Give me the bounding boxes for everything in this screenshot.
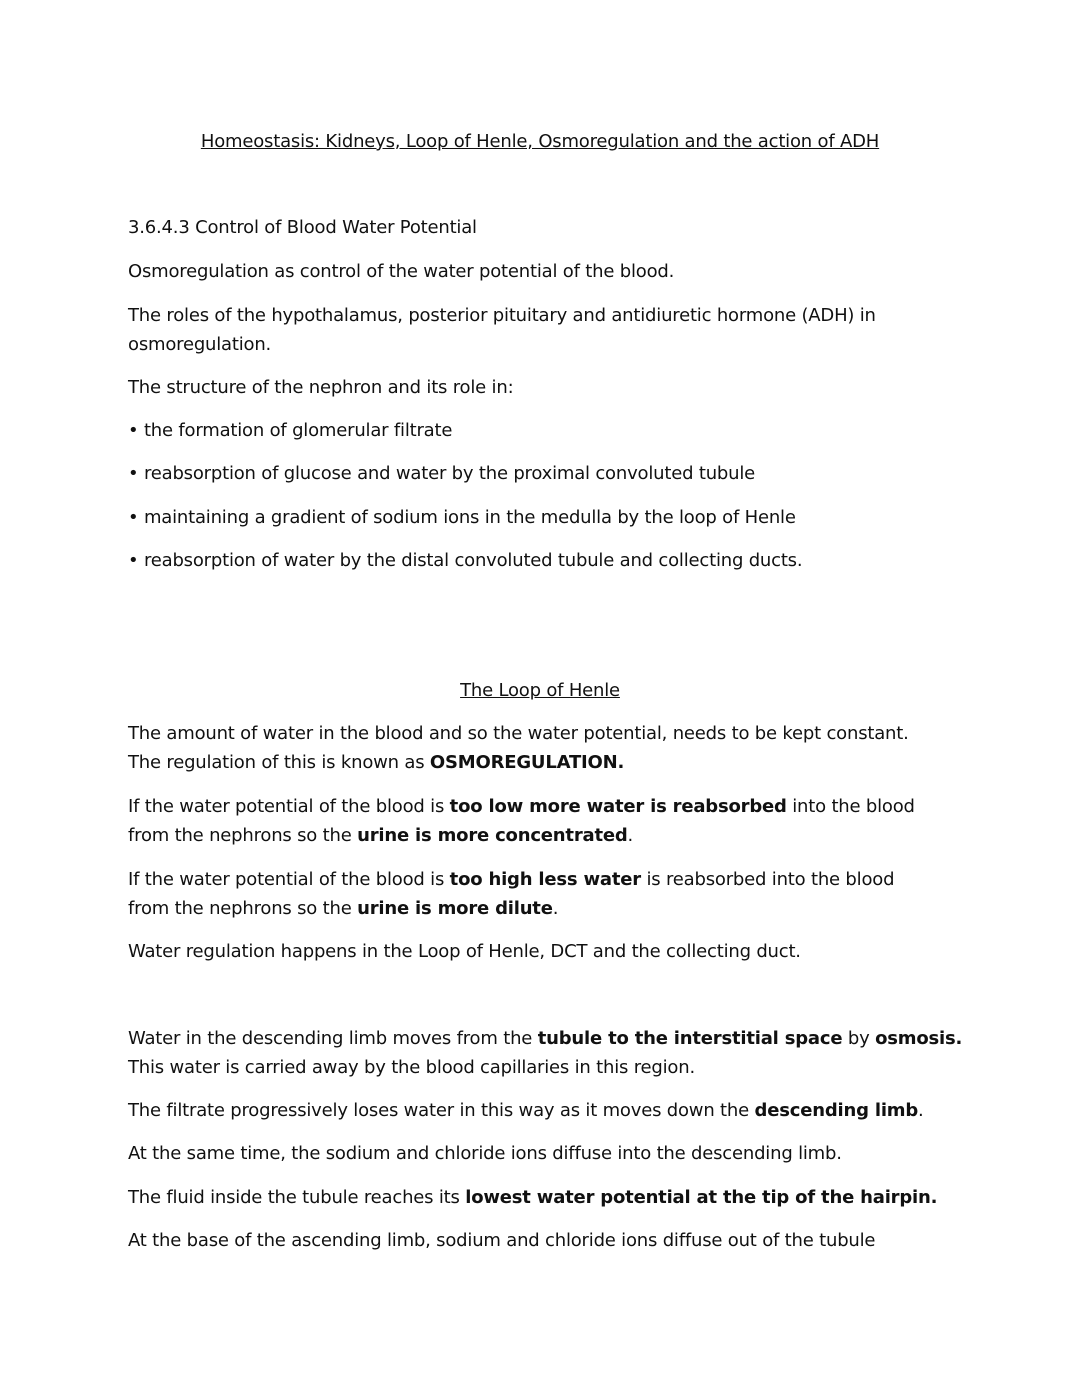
paragraph xyxy=(128,301,876,359)
section-heading: The Loop of Henle xyxy=(460,680,620,701)
text: If the water potential of the blood is xyxy=(128,869,450,890)
bold-text: too high less water xyxy=(449,869,641,890)
text: from the nephrons so the xyxy=(128,825,358,846)
paragraph xyxy=(128,1183,937,1212)
text: by xyxy=(842,1028,876,1049)
text: . xyxy=(918,1100,924,1121)
paragraph xyxy=(128,719,909,777)
text: . xyxy=(627,825,634,846)
text: The filtrate progressively loses water in this way as it moves down the xyxy=(128,1100,755,1121)
bold-text: descending limb xyxy=(754,1100,919,1121)
paragraph: At the base of the ascending limb, sodium and chloride ions diffuse out of the tubule xyxy=(128,1230,876,1251)
paragraph: The structure of the nephron and its role in: xyxy=(128,377,514,398)
line: The roles of the hypothalamus, posterior pituitary and antidiuretic hormone (ADH) in xyxy=(128,305,876,326)
bold-text: osmosis. xyxy=(875,1028,963,1049)
paragraph: Osmoregulation as control of the water potential of the blood. xyxy=(128,261,675,282)
bold-text: urine is more concentrated xyxy=(357,825,628,846)
bullet-item: • reabsorption of water by the distal convoluted tubule and collecting ducts. xyxy=(128,550,803,571)
paragraph: Water regulation happens in the Loop of Henle, DCT and the collecting duct. xyxy=(128,941,801,962)
bold-text: lowest water potential at the tip of the hairpin. xyxy=(465,1187,938,1208)
text: Water in the descending limb moves from the xyxy=(128,1028,538,1049)
bullet-item: • the formation of glomerular filtrate xyxy=(128,420,453,441)
line: osmoregulation. xyxy=(128,334,272,355)
text: The fluid inside the tubule reaches its xyxy=(128,1187,466,1208)
document-title: Homeostasis: Kidneys, Loop of Henle, Osmoregulation and the action of ADH xyxy=(200,131,880,152)
text: If the water potential of the blood is xyxy=(128,796,450,817)
text: from the nephrons so the xyxy=(128,898,358,919)
paragraph xyxy=(128,1024,962,1082)
bold-text: OSMOREGULATION. xyxy=(429,752,625,773)
text: . xyxy=(552,898,559,919)
bullet-item: • reabsorption of glucose and water by the proximal convoluted tubule xyxy=(128,463,756,484)
line: The amount of water in the blood and so the water potential, needs to be kept constant. xyxy=(128,723,909,744)
bold-text: tubule to the interstitial space xyxy=(537,1028,843,1049)
text: is reabsorbed into the blood xyxy=(640,869,895,890)
bold-text: too low more water is reabsorbed xyxy=(449,796,787,817)
line: This water is carried away by the blood capillaries in this region. xyxy=(128,1057,695,1078)
bold-text: urine is more dilute xyxy=(357,898,553,919)
text: into the blood xyxy=(786,796,915,817)
paragraph xyxy=(128,1096,924,1125)
spec-heading: 3.6.4.3 Control of Blood Water Potential xyxy=(128,217,477,238)
paragraph xyxy=(128,865,894,923)
paragraph xyxy=(128,792,915,850)
bullet-item: • maintaining a gradient of sodium ions in the medulla by the loop of Henle xyxy=(128,507,796,528)
paragraph: At the same time, the sodium and chloride ions diffuse into the descending limb. xyxy=(128,1143,842,1164)
text: The regulation of this is known as xyxy=(128,752,430,773)
